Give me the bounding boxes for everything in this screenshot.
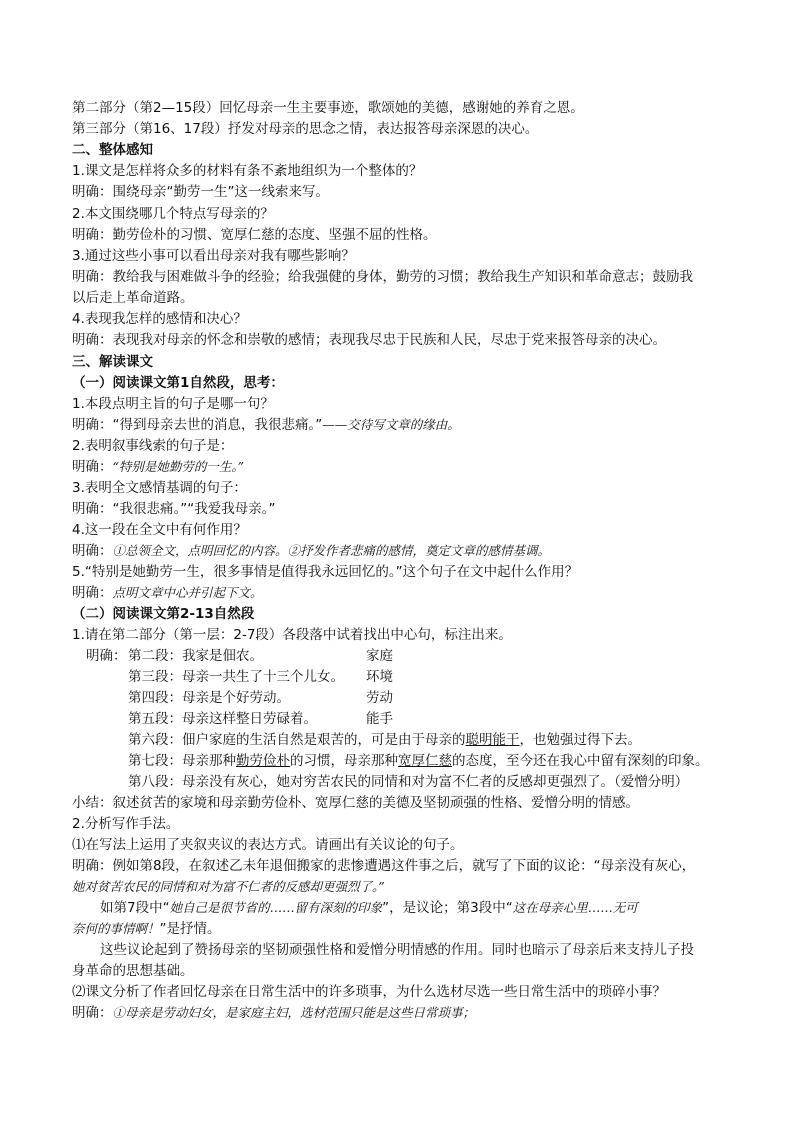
answer [72, 456, 732, 478]
question: 1.课文是怎样将众多的材料有条不紊地组织为一个整体的？ [72, 163, 423, 179]
answer-continued [100, 897, 732, 919]
answer: 明确：围绕母亲“勤劳一生”这一线索来写。 [72, 184, 329, 200]
question: 4.这一段在全文中有何作用？ [72, 522, 247, 538]
answer-continued: 身革命的思想基础。 [72, 963, 194, 979]
part2-line: 第二部分（第2—15段）回忆母亲一生主要事迹，歌颂她的美德，感谢她的养育之恩。 [72, 100, 584, 116]
answer: 明确：例如第8段，在叙述乙未年退佃搬家的悲惨遭遇这件事之后，就写了下面的议论：“母亲没有灰心， [72, 858, 696, 874]
text-run: 的习惯，母亲那种 [290, 753, 398, 769]
table-row-tag: 环境 [366, 669, 393, 685]
answer-continued: 以后走上革命道路。 [72, 290, 194, 306]
text-run: ”是抒情。 [159, 921, 221, 937]
underlined-text: 宽厚仁慈 [398, 753, 452, 769]
handwritten-quote: 她对贫苦农民的同情和对为富不仁者的反感却更强烈了。” [72, 879, 385, 894]
answer-continued [72, 876, 732, 898]
table-lead: 明确： [86, 648, 127, 664]
question: 5.“特别是她勤劳一生，很多事情是值得我永远回忆的。”这个句子在文中起什么作用？ [72, 564, 579, 580]
handwritten-answer: ①总领全文，点明回忆的内容。②抒发作者悲痛的感情，奠定文章的感情基调。 [112, 543, 551, 558]
answer-prefix: 明确： [72, 1005, 113, 1021]
answer [72, 1002, 732, 1024]
handwritten-answer: “特别是她勤劳的一生。” [112, 459, 245, 474]
question: 1.本段点明主旨的句子是哪一句？ [72, 396, 274, 412]
text-run: ，也勉强过得下去。 [519, 732, 641, 748]
answer-quote: “得到母亲去世的消息，我很悲痛。” [112, 417, 323, 433]
text-run: 第六段：佃户家庭的生活自然是艰苦的，可是由于母亲的 [128, 732, 466, 748]
handwritten-quote: 这在母亲心里……无可 [512, 900, 638, 915]
table-row-tag: 能手 [366, 711, 393, 727]
answer [72, 582, 732, 604]
question-sub: ⑵课文分析了作者回忆母亲在日常生活中的许多琐事，为什么选材尽选一些日常生活中的琐碎小事？ [72, 984, 666, 1000]
part3-line: 第三部分（第16、17段）抒发对母亲的思念之情，表达报答母亲深恩的决心。 [72, 121, 539, 137]
answer-continued [72, 918, 732, 940]
section-heading-overall: 二、整体感知 [72, 142, 153, 158]
table-row-sentence: 第五段：母亲这样整日劳碌着。 [128, 711, 317, 727]
question: 2.分析写作手法。 [72, 816, 180, 832]
subsection-heading: （二）阅读课文第2-13自然段 [72, 606, 255, 622]
answer-continued: 这些议论起到了赞扬母亲的坚韧顽强性格和爱憎分明情感的作用。同时也暗示了母亲后来支持儿子投 [100, 942, 694, 958]
question: 1.请在第二部分（第一层：2-7段）各段落中试着找出中心句，标注出来。 [72, 627, 512, 643]
question-sub: ⑴在写法上运用了夹叙夹议的表达方式。请画出有关议论的句子。 [72, 837, 464, 853]
underlined-text: 聪明能干 [465, 732, 520, 748]
handwritten-quote: 奈何的事情啊！ [72, 921, 160, 936]
table-row-sentence: 第三段：母亲一共生了十三个儿女。 [128, 669, 344, 685]
answer: 明确：“我很悲痛。”“我爱我母亲。” [72, 501, 276, 517]
handwritten-quote: 她自己是很节省的……留有深刻的印象 [169, 900, 383, 915]
answer: 明确：教给我与困难做斗争的经验；给我强健的身体，勤劳的习惯；教给我生产知识和革命意志；鼓励我 [72, 269, 693, 285]
answer [72, 540, 732, 562]
question: 3.表明全文感情基调的句子： [72, 480, 247, 496]
question: 4.表现我怎样的感情和决心？ [72, 311, 247, 327]
handwritten-answer: 点明文章中心并引起下文。 [112, 585, 263, 600]
summary: 小结：叙述贫苦的家境和母亲勤劳俭朴、宽厚仁慈的美德及坚韧顽强的性格、爱憎分明的情感。 [72, 795, 639, 811]
underlined-text: 勤劳俭朴 [236, 753, 290, 769]
paragraph-eight-line: 第八段：母亲没有灰心，她对穷苦农民的同情和对为富不仁者的反感却更强烈了。（爱憎分明） [128, 774, 689, 790]
answer-prefix: 明确： [72, 543, 113, 559]
text-run: 第七段：母亲那种 [128, 753, 236, 769]
handwritten-note: ——交待写文章的缘由。 [322, 417, 460, 432]
handwritten-answer: ①母亲是劳动妇女，是家庭主妇，选材范围只能是这些日常琐事； [112, 1005, 476, 1020]
text-run: ”，是议论；第3段中“ [382, 900, 513, 916]
answer: 明确：表现我对母亲的怀念和崇敬的感情；表现我尽忠于民族和人民，尽忠于党来报答母亲的决心。 [72, 332, 666, 348]
question: 2.表明叙事线索的句子是： [72, 438, 234, 454]
answer [72, 414, 732, 436]
paragraph-seven-line [128, 750, 709, 772]
subsection-heading: （一）阅读课文第1自然段，思考： [72, 375, 284, 391]
text-run: 如第7段中“ [100, 900, 170, 916]
table-row-sentence: 第二段：我家是佃农。 [128, 648, 263, 664]
table-row-sentence: 第四段：母亲是个好劳动。 [128, 690, 290, 706]
table-row-tag: 家庭 [366, 648, 393, 664]
text-run: 的态度，至今还在我心中留有深刻的印象。 [452, 753, 709, 769]
section-heading-reading: 三、解读课文 [72, 354, 153, 370]
paragraph-six-line [128, 729, 641, 751]
table-row-tag: 劳动 [366, 690, 393, 706]
answer-prefix: 明确： [72, 585, 113, 601]
answer-prefix: 明确： [72, 417, 113, 433]
question: 3.通过这些小事可以看出母亲对我有哪些影响？ [72, 248, 355, 264]
answer: 明确：勤劳俭朴的习惯、宽厚仁慈的态度、坚强不屈的性格。 [72, 227, 437, 243]
answer-prefix: 明确： [72, 459, 113, 475]
question: 2.本文围绕哪几个特点写母亲的？ [72, 206, 274, 222]
